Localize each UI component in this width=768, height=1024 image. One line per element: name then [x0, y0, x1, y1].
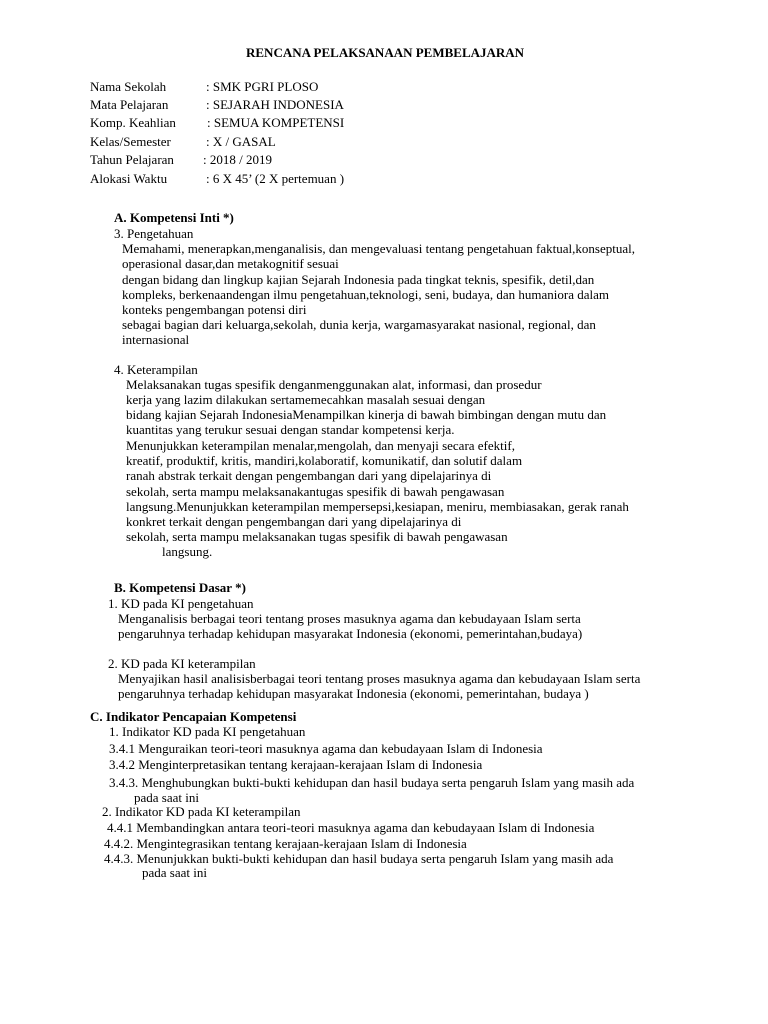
identity-value-year: : 2018 / 2019 [203, 152, 272, 167]
ki4-line: Melaksanakan tugas spesifik denganmenggunakan alat, informasi, dan prosedur [126, 377, 542, 392]
ind2-item: 4.4.1 Membandingkan antara teori-teori masuknya agama dan kebudayaan Islam di Indonesia [107, 820, 595, 835]
section-c-heading: C. Indikator Pencapaian Kompetensi [90, 709, 297, 724]
identity-value-time: : 6 X 45’ (2 X pertemuan ) [206, 171, 345, 186]
kd2-label: 2. KD pada KI keterampilan [108, 656, 256, 671]
kd2-line: pengaruhnya terhadap kehidupan masyarakat Indonesia (ekonomi, pemerintahan, budaya ) [118, 686, 589, 701]
ki4-line: sekolah, serta mampu melaksanakan tugas spesifik di bawah pengawasan [126, 529, 508, 544]
ki3-line: Memahami, menerapkan,menganalisis, dan mengevaluasi tentang pengetahuan faktual,konseptual, [122, 241, 635, 256]
ki4-label: 4. Keterampilan [114, 362, 198, 377]
ki3-line: operasional dasar,dan metakognitif sesuai [122, 256, 339, 271]
identity-value-school: : SMK PGRI PLOSO [206, 79, 319, 94]
ki4-line: langsung.Menunjukkan keterampilan mempersepsi,kesiapan, meniru, membiasakan, gerak ranah [126, 499, 629, 514]
section-b-heading: B. Kompetensi Dasar *) [114, 580, 246, 595]
ind1-item: 3.4.3. Menghubungkan bukti-bukti kehidupan dan hasil budaya serta pengaruh Islam yang masih ada [109, 775, 635, 790]
ki3-line: konteks pengembangan potensi diri [122, 302, 307, 317]
identity-value-expertise: : SEMUA KOMPETENSI [207, 115, 345, 130]
ind2-item: 4.4.3. Menunjukkan bukti-bukti kehidupan dan hasil budaya serta pengaruh Islam yang masih ada [104, 851, 614, 866]
ki4-line: bidang kajian Sejarah IndonesiaMenampilkan kinerja di bawah bimbingan dengan mutu dan [126, 407, 607, 422]
ki4-line: kuantitas yang terukur sesuai dengan standar kompetensi kerja. [126, 422, 455, 437]
section-a-heading: A. Kompetensi Inti *) [114, 210, 234, 225]
ki3-line: dengan bidang dan lingkup kajian Sejarah Indonesia pada tingkat teknis, spesifik, detil,dan [122, 272, 595, 287]
ind2-label: 2. Indikator KD pada KI keterampilan [102, 804, 301, 819]
identity-label-subject: Mata Pelajaran [90, 97, 169, 112]
ki3-line: kompleks, berkenaandengan ilmu pengetahuan,teknologi, seni, budaya, dan humaniora dalam [122, 287, 609, 302]
ind1-label: 1. Indikator KD pada KI pengetahuan [109, 724, 306, 739]
kd1-line: pengaruhnya terhadap kehidupan masyarakat Indonesia (ekonomi, pemerintahan,budaya) [118, 626, 583, 641]
ki4-line: sekolah, serta mampu melaksanakantugas spesifik di bawah pengawasan [126, 484, 505, 499]
ki4-line: ranah abstrak terkait dengan pengembangan dari yang dipelajarinya di [126, 468, 492, 483]
identity-label-year: Tahun Pelajaran [90, 152, 174, 167]
identity-label-class: Kelas/Semester [90, 134, 171, 149]
ki4-line: konkret terkait dengan pengembangan dari yang dipelajarinya di [126, 514, 462, 529]
ind2-item: 4.4.2. Mengintegrasikan tentang kerajaan-kerajaan Islam di Indonesia [104, 836, 467, 851]
identity-label-time: Alokasi Waktu [90, 171, 168, 186]
ind2-item: pada saat ini [142, 865, 207, 880]
ki3-label: 3. Pengetahuan [114, 226, 194, 241]
ind1-item: 3.4.1 Menguraikan teori-teori masuknya agama dan kebudayaan Islam di Indonesia [109, 741, 543, 756]
ki4-line: kreatif, produktif, kritis, mandiri,kolaboratif, komunikatif, dan solutif dalam [126, 453, 523, 468]
ki3-line: sebagai bagian dari keluarga,sekolah, dunia kerja, wargamasyarakat nasional, regional, dan [122, 317, 596, 332]
ki4-line: langsung. [162, 544, 213, 559]
identity-value-subject: : SEJARAH INDONESIA [206, 97, 344, 112]
identity-label-expertise: Komp. Keahlian [90, 115, 176, 130]
ki4-line: Menunjukkan keterampilan menalar,mengolah, dan menyaji secara efektif, [126, 438, 515, 453]
identity-value-class: : X / GASAL [206, 134, 276, 149]
ind1-item: pada saat ini [134, 790, 199, 805]
kd2-line: Menyajikan hasil analisisberbagai teori tentang proses masuknya agama dan kebudayaan Islam serta [118, 671, 641, 686]
ki3-line: internasional [122, 332, 190, 347]
kd1-line: Menganalisis berbagai teori tentang proses masuknya agama dan kebudayaan Islam serta [118, 611, 581, 626]
ki4-line: kerja yang lazim dilakukan sertamemecahkan masalah sesuai dengan [126, 392, 486, 407]
identity-label-school: Nama Sekolah [90, 79, 167, 94]
kd1-label: 1. KD pada KI pengetahuan [108, 596, 254, 611]
ind1-item: 3.4.2 Menginterpretasikan tentang kerajaan-kerajaan Islam di Indonesia [109, 757, 483, 772]
page-title: RENCANA PELAKSANAAN PEMBELAJARAN [246, 45, 525, 60]
